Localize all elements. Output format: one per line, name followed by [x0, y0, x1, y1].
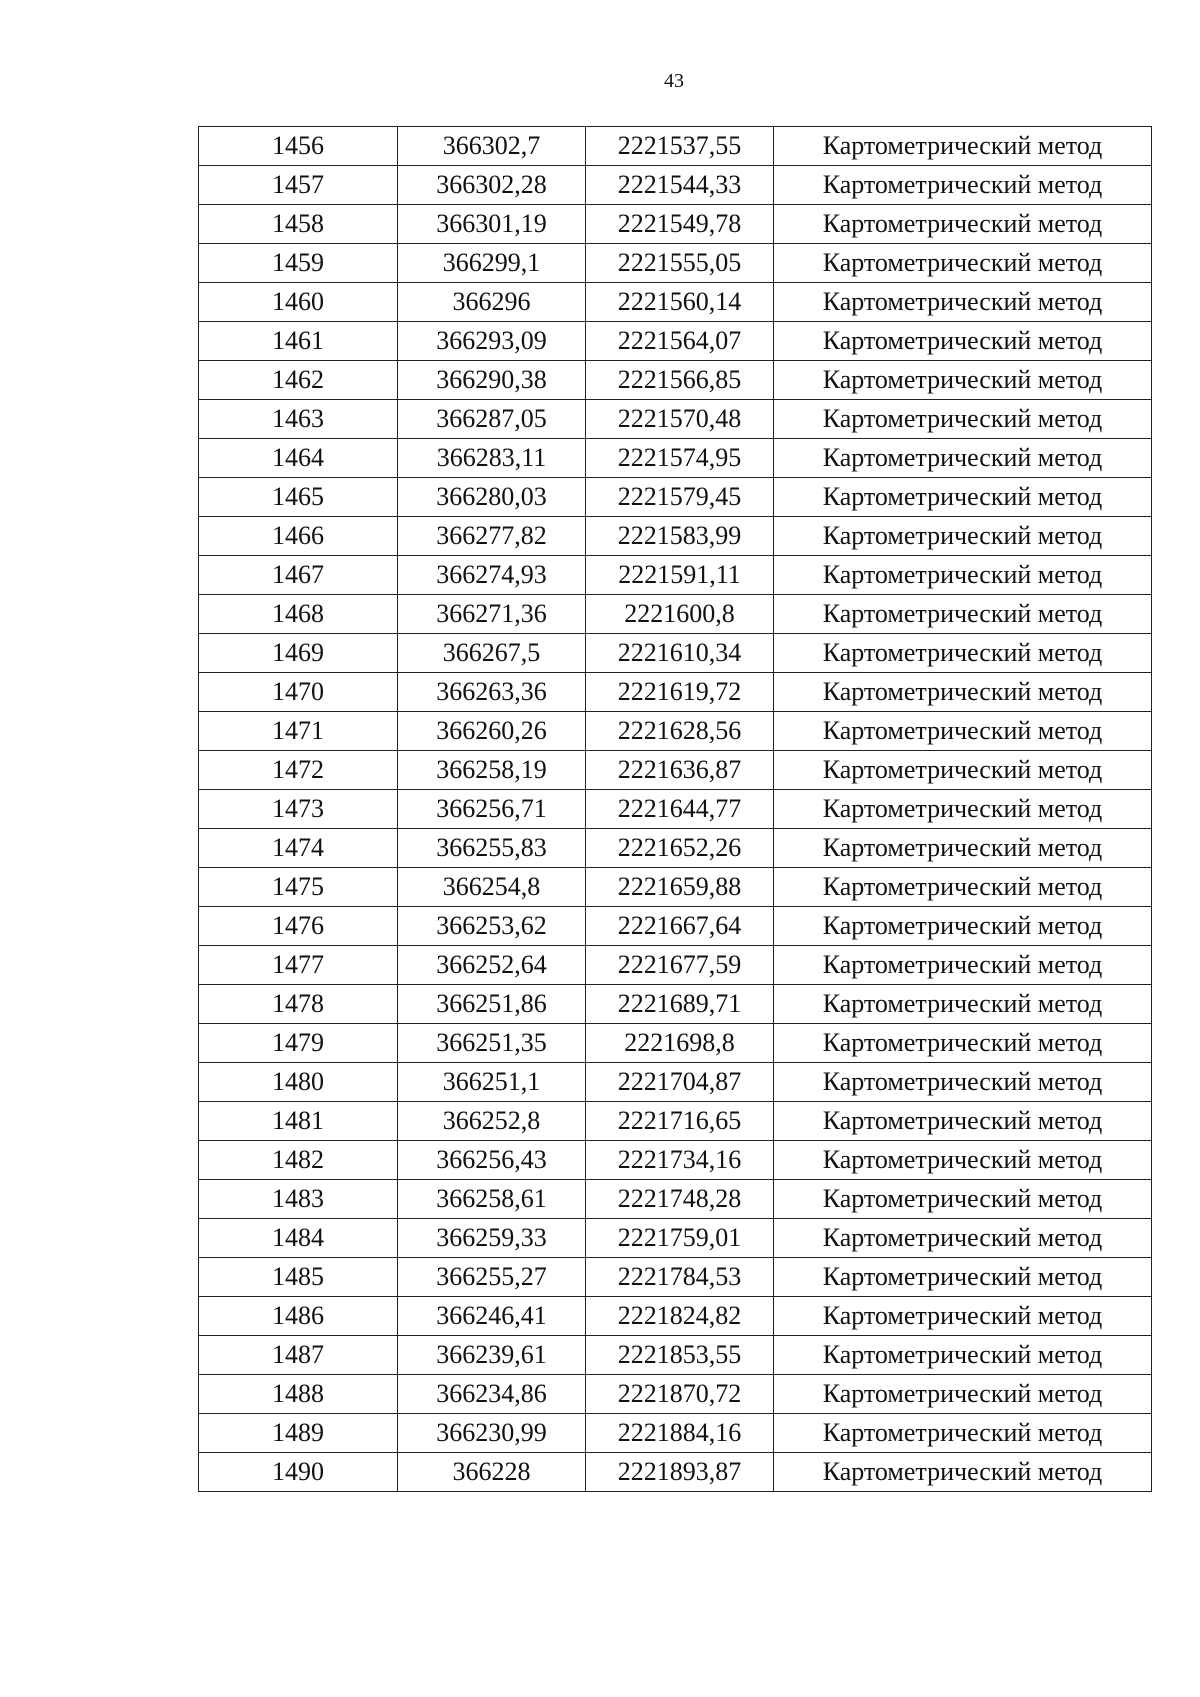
method-cell: Картометрический метод [774, 1414, 1152, 1453]
table-row [199, 946, 1152, 985]
point-number-cell: 1487 [199, 1336, 398, 1375]
x-coordinate-cell: 366246,41 [398, 1297, 586, 1336]
y-coordinate-cell: 2221667,64 [586, 907, 774, 946]
method-cell: Картометрический метод [774, 946, 1152, 985]
y-coordinate-cell: 2221689,71 [586, 985, 774, 1024]
y-coordinate-cell: 2221600,8 [586, 595, 774, 634]
y-coordinate-cell: 2221566,85 [586, 361, 774, 400]
point-number-cell: 1463 [199, 400, 398, 439]
method-cell: Картометрический метод [774, 1102, 1152, 1141]
table-row [199, 673, 1152, 712]
point-number-cell: 1477 [199, 946, 398, 985]
method-cell: Картометрический метод [774, 439, 1152, 478]
method-cell: Картометрический метод [774, 517, 1152, 556]
table-row [199, 205, 1152, 244]
y-coordinate-cell: 2221893,87 [586, 1453, 774, 1492]
y-coordinate-cell: 2221784,53 [586, 1258, 774, 1297]
y-coordinate-cell: 2221579,45 [586, 478, 774, 517]
point-number-cell: 1488 [199, 1375, 398, 1414]
y-coordinate-cell: 2221555,05 [586, 244, 774, 283]
x-coordinate-cell: 366256,43 [398, 1141, 586, 1180]
method-cell: Картометрический метод [774, 283, 1152, 322]
method-cell: Картометрический метод [774, 1258, 1152, 1297]
point-number-cell: 1456 [199, 127, 398, 166]
x-coordinate-cell: 366301,19 [398, 205, 586, 244]
method-cell: Картометрический метод [774, 634, 1152, 673]
table-row [199, 400, 1152, 439]
x-coordinate-cell: 366252,8 [398, 1102, 586, 1141]
method-cell: Картометрический метод [774, 595, 1152, 634]
x-coordinate-cell: 366296 [398, 283, 586, 322]
point-number-cell: 1461 [199, 322, 398, 361]
table-row [199, 127, 1152, 166]
table-row [199, 1180, 1152, 1219]
point-number-cell: 1489 [199, 1414, 398, 1453]
y-coordinate-cell: 2221564,07 [586, 322, 774, 361]
y-coordinate-cell: 2221870,72 [586, 1375, 774, 1414]
y-coordinate-cell: 2221734,16 [586, 1141, 774, 1180]
table-row [199, 478, 1152, 517]
table-row [199, 1141, 1152, 1180]
x-coordinate-cell: 366299,1 [398, 244, 586, 283]
x-coordinate-cell: 366290,38 [398, 361, 586, 400]
table-row [199, 322, 1152, 361]
point-number-cell: 1473 [199, 790, 398, 829]
method-cell: Картометрический метод [774, 673, 1152, 712]
x-coordinate-cell: 366255,83 [398, 829, 586, 868]
method-cell: Картометрический метод [774, 1219, 1152, 1258]
table-row [199, 1219, 1152, 1258]
x-coordinate-cell: 366251,1 [398, 1063, 586, 1102]
method-cell: Картометрический метод [774, 244, 1152, 283]
method-cell: Картометрический метод [774, 556, 1152, 595]
table-row [199, 634, 1152, 673]
method-cell: Картометрический метод [774, 868, 1152, 907]
table-row [199, 1102, 1152, 1141]
x-coordinate-cell: 366274,93 [398, 556, 586, 595]
table-row [199, 517, 1152, 556]
table-row [199, 907, 1152, 946]
method-cell: Картометрический метод [774, 1024, 1152, 1063]
x-coordinate-cell: 366277,82 [398, 517, 586, 556]
x-coordinate-cell: 366256,71 [398, 790, 586, 829]
method-cell: Картометрический метод [774, 1453, 1152, 1492]
y-coordinate-cell: 2221884,16 [586, 1414, 774, 1453]
table-row [199, 439, 1152, 478]
table-row [199, 1024, 1152, 1063]
table-row [199, 1375, 1152, 1414]
point-number-cell: 1467 [199, 556, 398, 595]
y-coordinate-cell: 2221716,65 [586, 1102, 774, 1141]
x-coordinate-cell: 366252,64 [398, 946, 586, 985]
table-row [199, 1414, 1152, 1453]
x-coordinate-cell: 366254,8 [398, 868, 586, 907]
method-cell: Картометрический метод [774, 127, 1152, 166]
x-coordinate-cell: 366230,99 [398, 1414, 586, 1453]
point-number-cell: 1459 [199, 244, 398, 283]
method-cell: Картометрический метод [774, 1336, 1152, 1375]
y-coordinate-cell: 2221574,95 [586, 439, 774, 478]
point-number-cell: 1472 [199, 751, 398, 790]
point-number-cell: 1482 [199, 1141, 398, 1180]
table-row [199, 283, 1152, 322]
y-coordinate-cell: 2221583,99 [586, 517, 774, 556]
point-number-cell: 1484 [199, 1219, 398, 1258]
table-row [199, 595, 1152, 634]
point-number-cell: 1485 [199, 1258, 398, 1297]
x-coordinate-cell: 366259,33 [398, 1219, 586, 1258]
x-coordinate-cell: 366302,28 [398, 166, 586, 205]
method-cell: Картометрический метод [774, 1375, 1152, 1414]
x-coordinate-cell: 366239,61 [398, 1336, 586, 1375]
y-coordinate-cell: 2221704,87 [586, 1063, 774, 1102]
table-row [199, 829, 1152, 868]
y-coordinate-cell: 2221853,55 [586, 1336, 774, 1375]
x-coordinate-cell: 366258,61 [398, 1180, 586, 1219]
method-cell: Картометрический метод [774, 1297, 1152, 1336]
method-cell: Картометрический метод [774, 322, 1152, 361]
x-coordinate-cell: 366271,36 [398, 595, 586, 634]
table-row [199, 868, 1152, 907]
method-cell: Картометрический метод [774, 1063, 1152, 1102]
table-row [199, 1063, 1152, 1102]
table-row [199, 712, 1152, 751]
method-cell: Картометрический метод [774, 712, 1152, 751]
table-row [199, 751, 1152, 790]
x-coordinate-cell: 366283,11 [398, 439, 586, 478]
y-coordinate-cell: 2221549,78 [586, 205, 774, 244]
method-cell: Картометрический метод [774, 985, 1152, 1024]
method-cell: Картометрический метод [774, 829, 1152, 868]
table-row [199, 244, 1152, 283]
method-cell: Картометрический метод [774, 205, 1152, 244]
x-coordinate-cell: 366234,86 [398, 1375, 586, 1414]
y-coordinate-cell: 2221610,34 [586, 634, 774, 673]
table-row [199, 1297, 1152, 1336]
y-coordinate-cell: 2221698,8 [586, 1024, 774, 1063]
point-number-cell: 1468 [199, 595, 398, 634]
point-number-cell: 1462 [199, 361, 398, 400]
point-number-cell: 1476 [199, 907, 398, 946]
method-cell: Картометрический метод [774, 751, 1152, 790]
y-coordinate-cell: 2221824,82 [586, 1297, 774, 1336]
x-coordinate-cell: 366280,03 [398, 478, 586, 517]
x-coordinate-cell: 366251,35 [398, 1024, 586, 1063]
point-number-cell: 1474 [199, 829, 398, 868]
point-number-cell: 1460 [199, 283, 398, 322]
point-number-cell: 1490 [199, 1453, 398, 1492]
table-row [199, 1336, 1152, 1375]
y-coordinate-cell: 2221759,01 [586, 1219, 774, 1258]
x-coordinate-cell: 366267,5 [398, 634, 586, 673]
y-coordinate-cell: 2221619,72 [586, 673, 774, 712]
point-number-cell: 1479 [199, 1024, 398, 1063]
point-number-cell: 1466 [199, 517, 398, 556]
point-number-cell: 1464 [199, 439, 398, 478]
y-coordinate-cell: 2221628,56 [586, 712, 774, 751]
point-number-cell: 1470 [199, 673, 398, 712]
table-row [199, 985, 1152, 1024]
method-cell: Картометрический метод [774, 1141, 1152, 1180]
point-number-cell: 1486 [199, 1297, 398, 1336]
table-row [199, 1258, 1152, 1297]
table-row [199, 361, 1152, 400]
y-coordinate-cell: 2221636,87 [586, 751, 774, 790]
x-coordinate-cell: 366287,05 [398, 400, 586, 439]
x-coordinate-cell: 366293,09 [398, 322, 586, 361]
x-coordinate-cell: 366251,86 [398, 985, 586, 1024]
point-number-cell: 1469 [199, 634, 398, 673]
y-coordinate-cell: 2221652,26 [586, 829, 774, 868]
page-number: 43 [664, 70, 684, 92]
coordinates-table [198, 126, 1152, 1492]
method-cell: Картометрический метод [774, 361, 1152, 400]
y-coordinate-cell: 2221560,14 [586, 283, 774, 322]
point-number-cell: 1481 [199, 1102, 398, 1141]
y-coordinate-cell: 2221644,77 [586, 790, 774, 829]
method-cell: Картометрический метод [774, 400, 1152, 439]
point-number-cell: 1465 [199, 478, 398, 517]
x-coordinate-cell: 366302,7 [398, 127, 586, 166]
method-cell: Картометрический метод [774, 790, 1152, 829]
point-number-cell: 1480 [199, 1063, 398, 1102]
point-number-cell: 1458 [199, 205, 398, 244]
table-row [199, 1453, 1152, 1492]
method-cell: Картометрический метод [774, 907, 1152, 946]
x-coordinate-cell: 366258,19 [398, 751, 586, 790]
y-coordinate-cell: 2221677,59 [586, 946, 774, 985]
y-coordinate-cell: 2221659,88 [586, 868, 774, 907]
y-coordinate-cell: 2221544,33 [586, 166, 774, 205]
method-cell: Картометрический метод [774, 1180, 1152, 1219]
y-coordinate-cell: 2221570,48 [586, 400, 774, 439]
x-coordinate-cell: 366260,26 [398, 712, 586, 751]
method-cell: Картометрический метод [774, 478, 1152, 517]
x-coordinate-cell: 366228 [398, 1453, 586, 1492]
x-coordinate-cell: 366263,36 [398, 673, 586, 712]
method-cell: Картометрический метод [774, 166, 1152, 205]
x-coordinate-cell: 366255,27 [398, 1258, 586, 1297]
point-number-cell: 1478 [199, 985, 398, 1024]
table-row [199, 556, 1152, 595]
table-row [199, 790, 1152, 829]
point-number-cell: 1457 [199, 166, 398, 205]
point-number-cell: 1471 [199, 712, 398, 751]
point-number-cell: 1475 [199, 868, 398, 907]
point-number-cell: 1483 [199, 1180, 398, 1219]
y-coordinate-cell: 2221591,11 [586, 556, 774, 595]
y-coordinate-cell: 2221537,55 [586, 127, 774, 166]
y-coordinate-cell: 2221748,28 [586, 1180, 774, 1219]
table-row [199, 166, 1152, 205]
coordinates-table-body [199, 127, 1152, 1492]
x-coordinate-cell: 366253,62 [398, 907, 586, 946]
